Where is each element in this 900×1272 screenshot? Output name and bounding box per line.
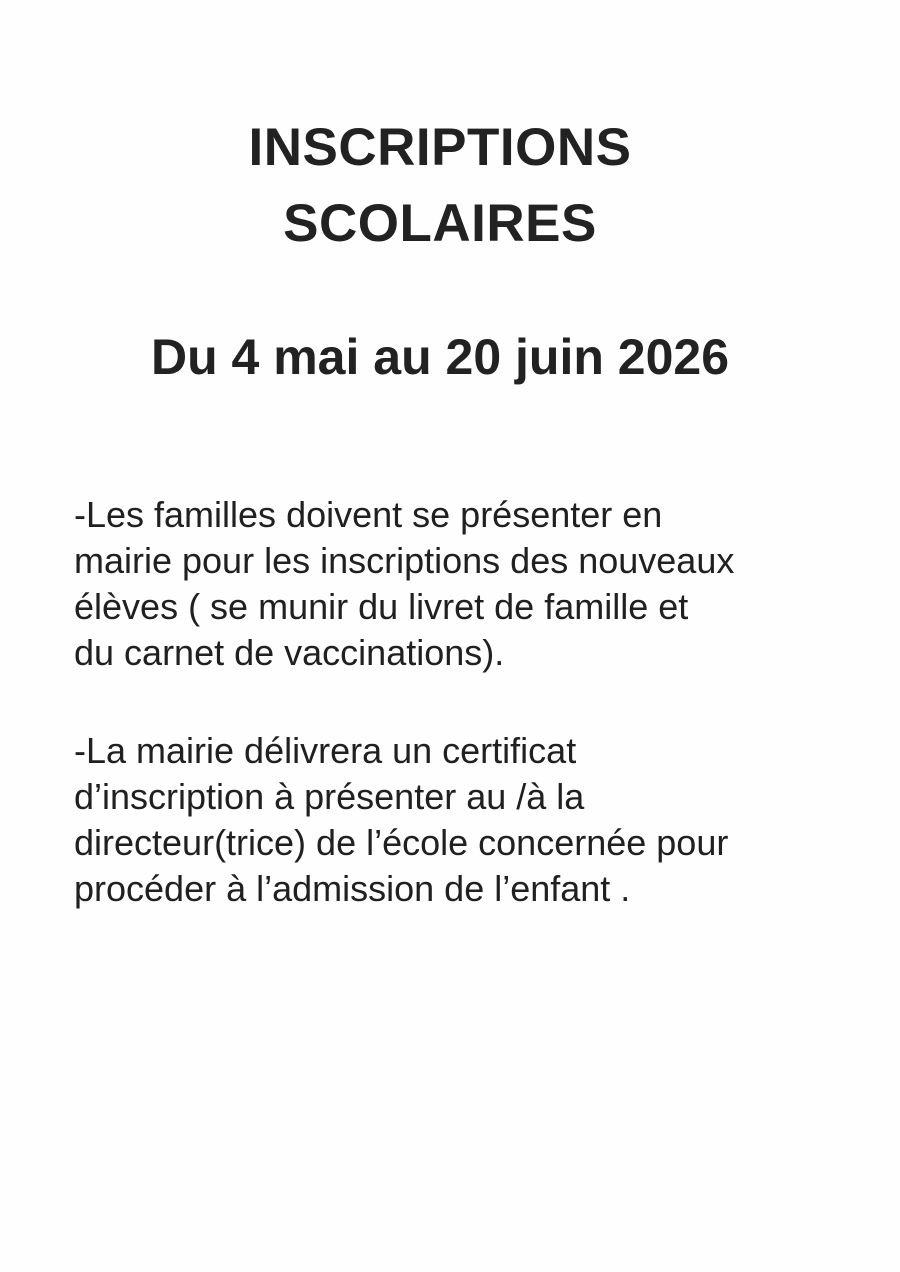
paragraph-line: d’inscription à présenter au /à la bbox=[74, 776, 585, 817]
page-title bbox=[0, 110, 880, 262]
paragraph-families bbox=[74, 492, 854, 676]
title-line-2: SCOLAIRES bbox=[283, 194, 597, 253]
paragraph-line: directeur(trice) de l’école concernée pour bbox=[74, 822, 729, 863]
paragraph-line: -Les familles doivent se présenter en bbox=[74, 494, 663, 535]
paragraph-certificate bbox=[74, 728, 854, 912]
paragraph-line: du carnet de vaccinations). bbox=[74, 632, 505, 673]
paragraph-line: procéder à l’admission de l’enfant . bbox=[74, 868, 631, 909]
registration-dates: Du 4 mai au 20 juin 2026 bbox=[150, 329, 730, 385]
paragraph-line: -La mairie délivrera un certificat bbox=[74, 730, 577, 771]
title-line-1: INSCRIPTIONS bbox=[248, 118, 632, 177]
paragraph-line: élèves ( se munir du livret de famille et bbox=[74, 586, 689, 627]
paragraph-line: mairie pour les inscriptions des nouveaux bbox=[74, 540, 735, 581]
